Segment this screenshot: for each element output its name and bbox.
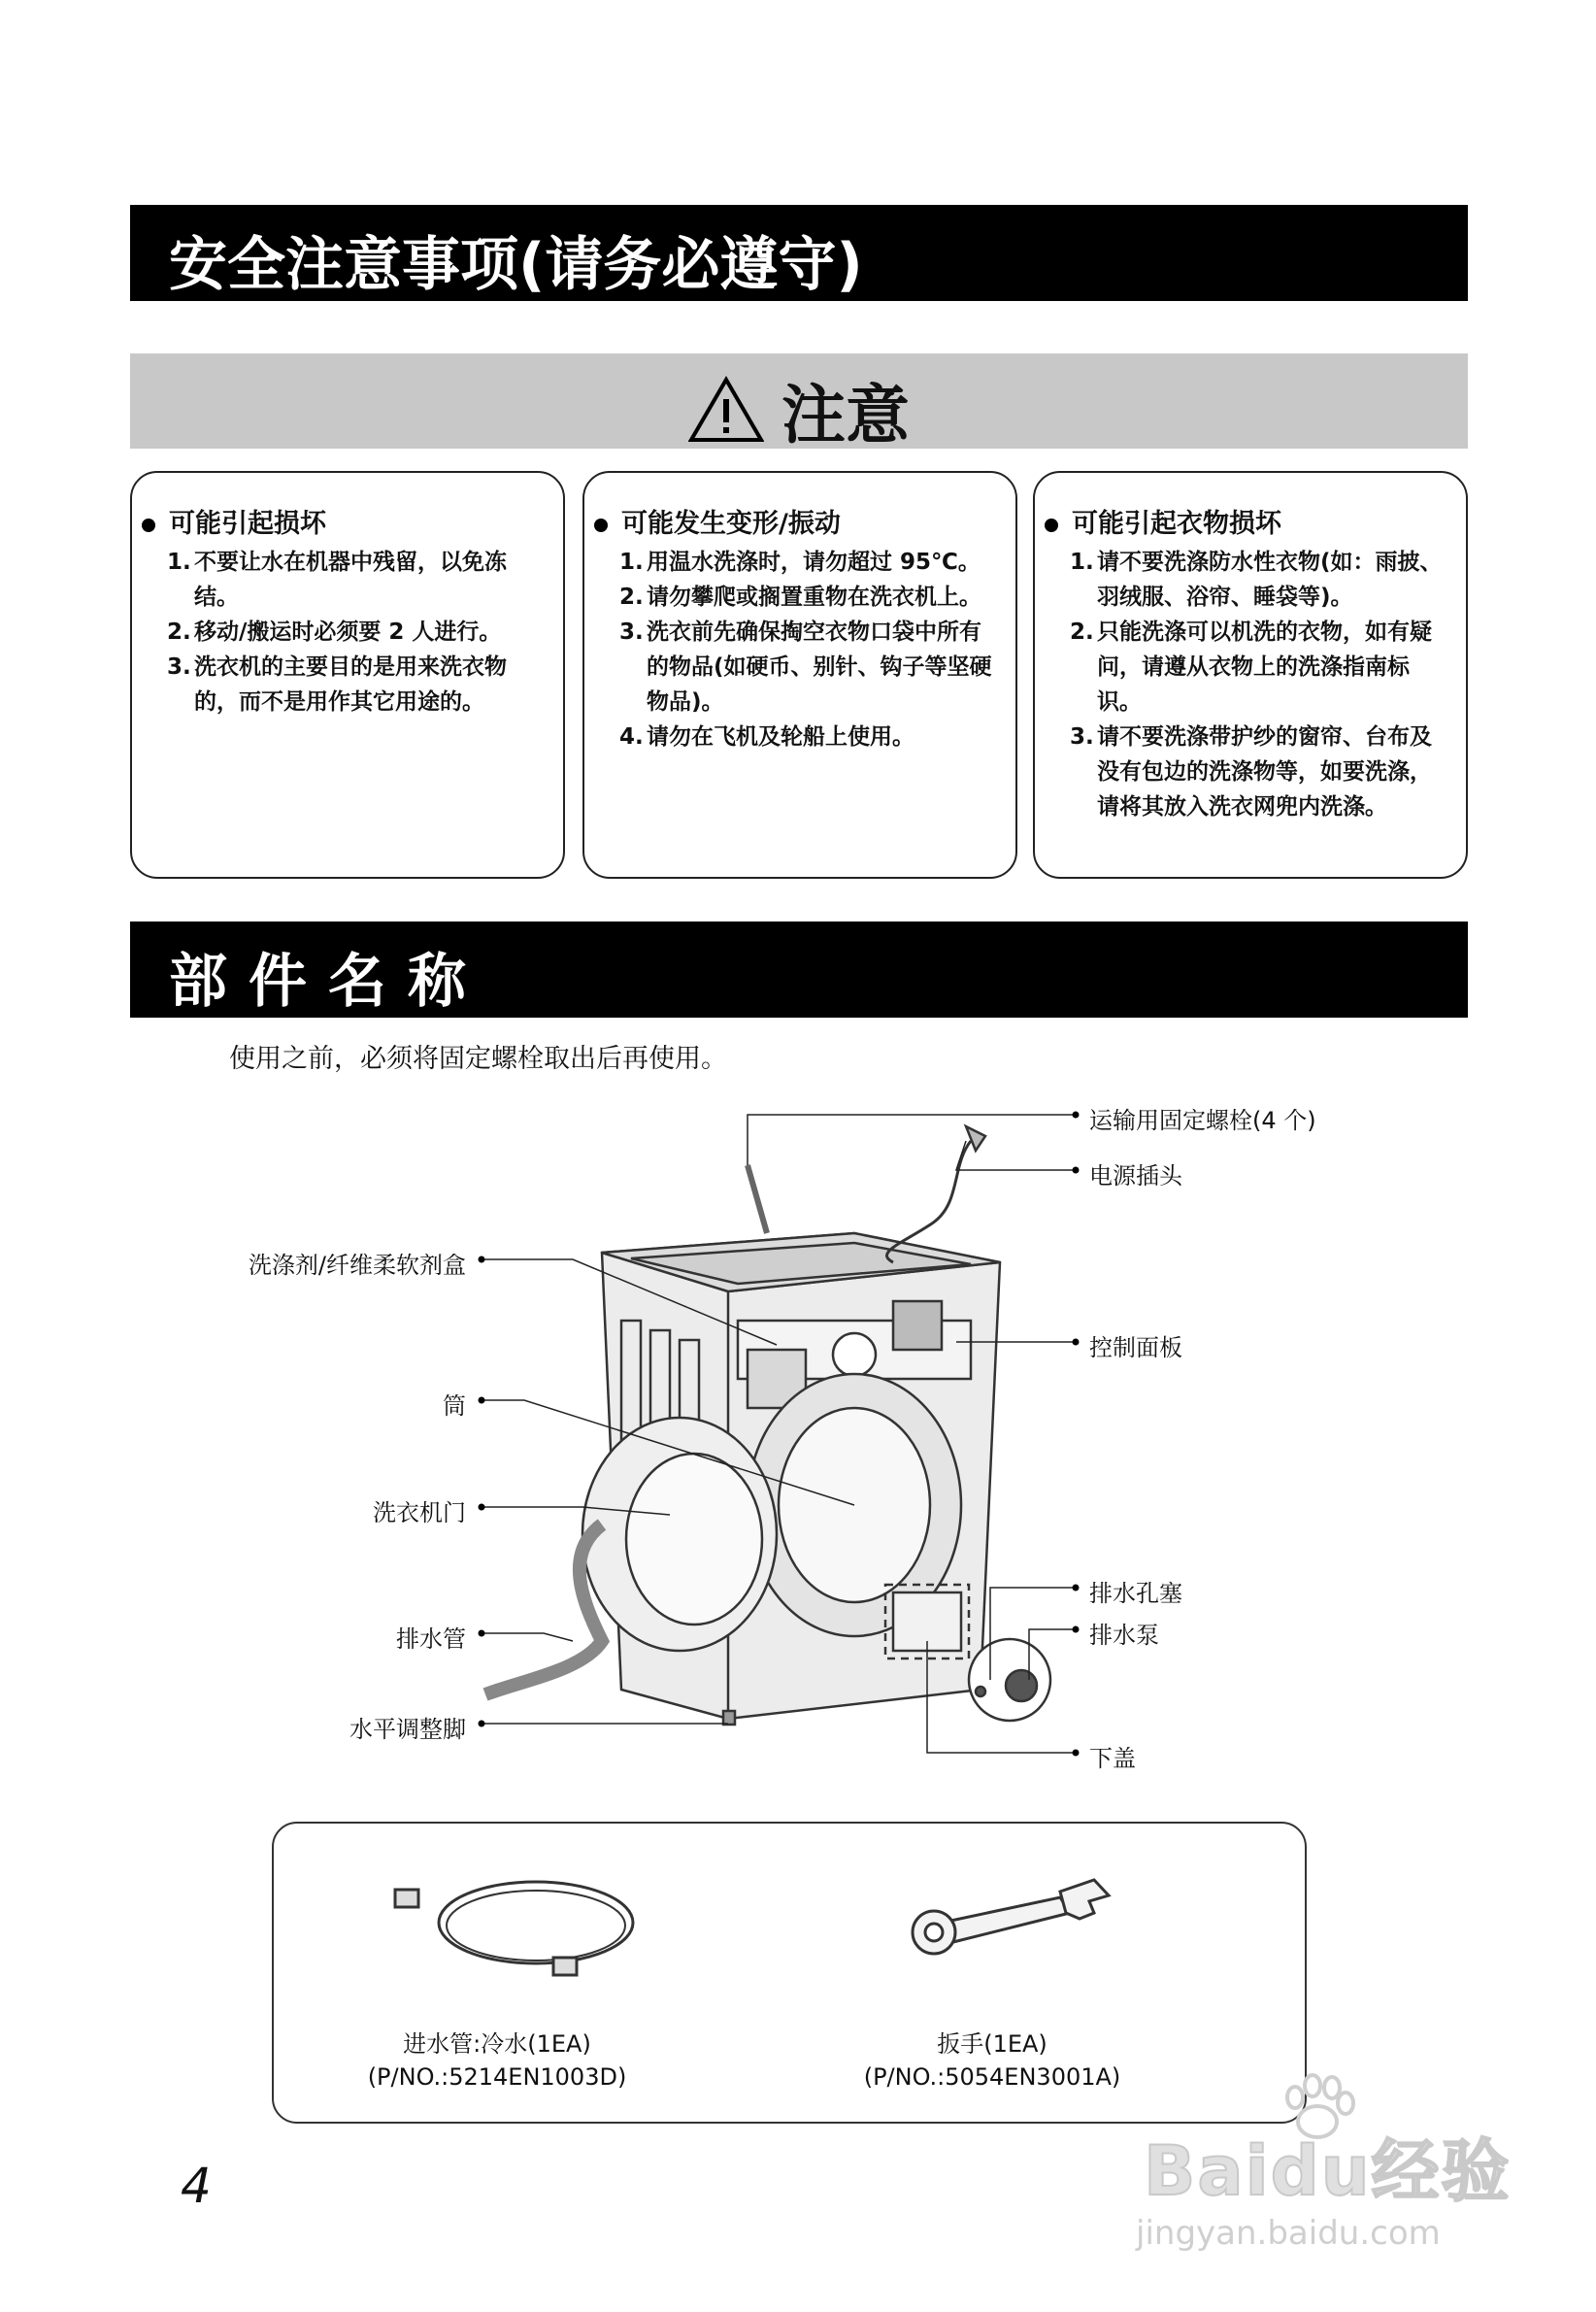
label-drain-hose: 排水管 [396,1625,466,1653]
box-heading: 可能引起衣物损坏 [1045,502,1281,540]
list-item: 3. 请不要洗涤带护纱的窗帘、台布及没有包边的洗涤物等，如要洗涤，请将其放入洗衣网兜内洗涤。 [1070,724,1432,820]
label-transport-bolt: 运输用固定螺栓(4 个) [1089,1107,1316,1134]
accessories-box [272,1822,1307,2124]
accessory-inlet-hose: 进水管:冷水(1EA) (P/NO.:5214EN1003D) [367,2030,627,2091]
list-item: 1. 不要让水在机器中残留，以免冻结。 [167,550,507,610]
label-detergent-box: 洗涤剂/纤维柔软剂盒 [248,1252,466,1279]
parts-title: 部件名称 [169,948,487,1016]
list-item: 3. 洗衣前先确保掏空衣物口袋中所有的物品(如硬币、别针、钩子等坚硬物品)。 [619,620,992,715]
watermark-brand: Baidu经验 [1144,2131,1512,2211]
inlet-hose-icon [390,1853,643,1998]
accessory-wrench: 扳手(1EA) (P/NO.:5054EN3001A) [863,2030,1121,2091]
box-heading: 可能发生变形/振动 [594,502,841,540]
label-drain-pump: 排水泵 [1089,1622,1159,1649]
list-item: 1. 用温水洗涤时，请勿超过 95℃。 [619,550,981,575]
caution-label: 注意 [781,378,910,452]
list-item: 2. 移动/搬运时必须要 2 人进行。 [167,620,502,645]
label-control-panel: 控制面板 [1089,1334,1182,1361]
label-door: 洗衣机门 [373,1499,466,1526]
label-drain-cap: 排水孔塞 [1089,1580,1182,1607]
box-heading: 可能引起损坏 [142,502,326,540]
list-item: 1. 请不要洗涤防水性衣物(如：雨披、羽绒服、浴帘、睡袋等)。 [1070,550,1443,610]
list-item: 4. 请勿在飞机及轮船上使用。 [619,724,914,750]
label-lower-cover: 下盖 [1089,1745,1136,1772]
list-item: 2. 只能洗涤可以机洗的衣物，如有疑问，请遵从衣物上的洗涤指南标识。 [1070,620,1432,715]
parts-note: 使用之前，必须将固定螺栓取出后再使用。 [229,1044,727,1074]
list-item: 2. 请勿攀爬或搁置重物在洗衣机上。 [619,585,981,610]
wrench-icon [895,1862,1128,1969]
label-leveling-foot: 水平调整脚 [349,1716,466,1743]
page-title: 安全注意事项(请务必遵守) [169,231,863,299]
list-item: 3. 洗衣机的主要目的是用来洗衣物的，而不是用作其它用途的。 [167,654,507,715]
label-power-plug: 电源插头 [1089,1162,1182,1190]
label-drum: 筒 [443,1392,466,1420]
page-number: 4 [181,2158,212,2214]
watermark-url: jingyan.baidu.com [1136,2214,1441,2253]
